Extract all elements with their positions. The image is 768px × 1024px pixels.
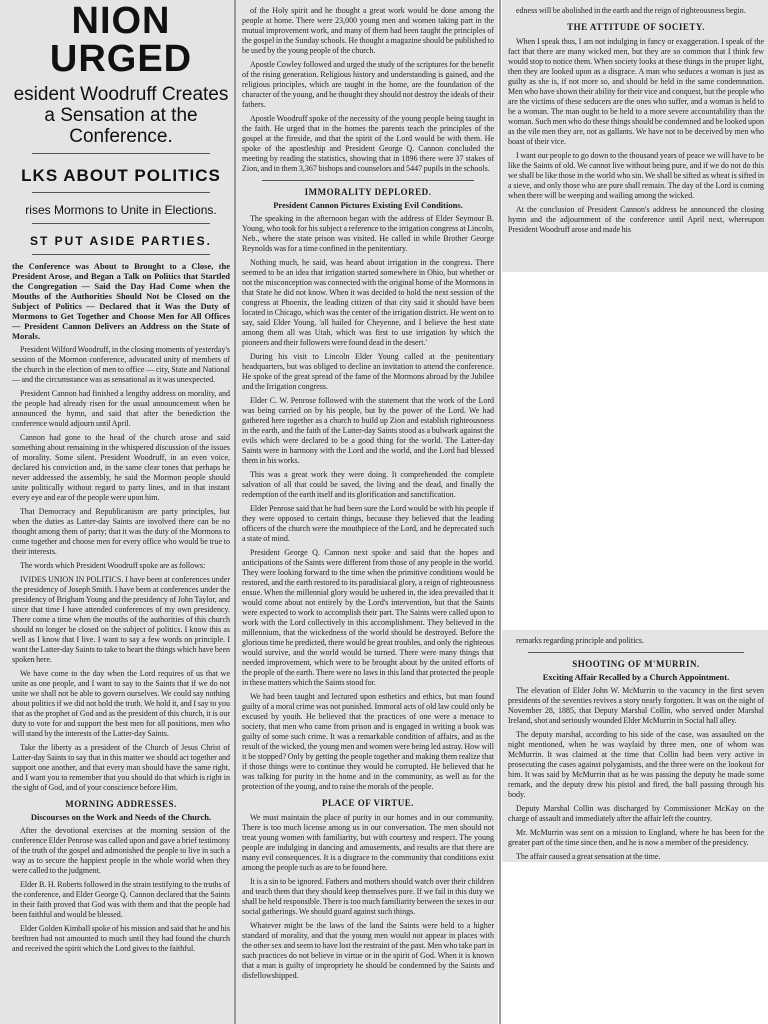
section-subdeck: President Cannon Pictures Existing Evil Conditions. xyxy=(273,200,463,210)
column-3-top xyxy=(502,0,768,272)
paragraph: After the devotional exercises at the morning session of the conference Elder Penrose was called upon and gave a brief testimony of the truth of the gospel and admonished the people to live in such a way as to secure the happiest people in the whole world when they were called to the judgment. xyxy=(12,826,230,875)
kicker-headline: ST PUT ASIDE PARTIES. xyxy=(29,234,212,248)
article-body xyxy=(508,686,764,862)
divider xyxy=(32,192,210,193)
sub-headline: esident Woodruff Creates a Sensation at the Conference. xyxy=(13,84,229,147)
paragraph: We have come to the day when the Lord requires of us that we unite as one people, and I want to say to the Saints that if we do not unite we shall not be able to govern ourselves. We could say nothing about politics if we did not hold the truth. We hold it, and I say to you that as the prophet of God and as the president of this church, it is our duty to vote for and support the best men for all positions, men who will stand by the interests of the Latter-day Saints. xyxy=(12,669,230,738)
sub-section-headline: rises Mormons to Unite in Elections. xyxy=(25,203,217,217)
paragraph: President Wilford Woodruff, in the closing moments of yesterday's session of the Mormon conference, advocated unity of members of the church in the election of men to office — city, State and National — and the circumstance was as sensational as it was unexpected. xyxy=(12,345,230,384)
paragraph: The words which President Woodruff spoke are as follows: xyxy=(20,561,206,570)
section-subdeck: Discourses on the Work and Needs of the Church. xyxy=(30,812,212,822)
paragraph: I want our people to go down to the thousand years of peace we will have to be like the Saints of old. We cannot live without being pure, and if we do not do this we shall be like those in the world who sin. We shall be sifted as wheat is sifted in a sieve, and only those who are pure shall remain. The day of the Lord is coming when there will be weeping and wailing among the wicked. xyxy=(508,151,764,200)
column-2 xyxy=(236,0,498,1024)
article-body xyxy=(12,345,230,793)
article-body xyxy=(508,37,764,235)
divider xyxy=(32,254,210,255)
paragraph: Elder C. W. Penrose followed with the statement that the work of the Lord was being carried on by his people, but by the power of the Lord. We had gathered here together as a church to build up Zion and establish righteousness in the earth, and the faith of the Latter-day Saints stood as a bulwark against the evils which were declared to be a good thing for the world. The Latter-day Saints were in harmony with the Lord and the world, and the Lord had blessed them in his works. xyxy=(242,396,494,465)
section-headline: LKS ABOUT POLITICS xyxy=(21,166,221,185)
paragraph: Mr. McMurrin was sent on a mission to England, where he has been for the greater part of the time since then, and he is now a member of the presidency. xyxy=(508,828,764,847)
paragraph: The deputy marshal, according to his side of the case, was assaulted on the night mentioned, when he was waylaid by three men, one of whom was McMurrin. It was claimed at the time that Collin had been very active in prosecuting the cases against polygamists, and the three were on the lookout for him. It was said by McMurrin that as he was passing the deputy he made some remark, and the deputy drew his pistol and fired, the ball passing through his body. xyxy=(508,730,764,799)
paragraph: Apostle Cowley followed and urged the study of the scriptures for the benefit of the rising generation. Religious history and understanding is gained, and the religious principles, which are taught in the home, are the foundation of the character of the young, and he thought they should not destroy the ideals of their fathers. xyxy=(242,60,494,109)
paragraph: The speaking in the afternoon began with the address of Elder Seymour B. Young, who took for his subject a reference to the irrigation congress at Lincoln, Neb., where the state prison was visited. He called in while Brother George Reynolds was for a time confined in the penitentiary. xyxy=(242,214,494,253)
divider xyxy=(262,180,474,181)
divider xyxy=(528,652,744,653)
article-body xyxy=(242,214,494,792)
paragraph: During his visit to Lincoln Elder Young called at the penitentiary headquarters, but was obliged to decline an invitation to attend the conference. He spoke of the great spread of the fame of the Mormons abroad by the Jubilee and the Irrigation congress. xyxy=(242,352,494,391)
paragraph: Deputy Marshal Collin was discharged by Commissioner McKay on the charge of assault and immediately after the affair left the country. xyxy=(508,804,764,823)
paragraph: remarks regarding principle and politics. xyxy=(516,636,644,645)
paragraph: Elder B. H. Roberts followed in the strain testifying to the truths of the conference, and Elder George Q. Cannon declared that the Saints in their faith proved that God was with them and that the people had been faithful and would be blessed. xyxy=(12,880,230,919)
column-3-bottom xyxy=(502,630,768,862)
paragraph: President George Q. Cannon next spoke and said that the hopes and anticipations of the Saints were different from those of any people in the world. They were looking forward to the time when the primitive conditions would be restored, and the earth restored to its paradisiacal glory, a reign of righteousness ensue. When the millennial glory would be ushered in, the idea prevailed that it would come about not entirely by the Lord's intervention, but that the Saints were expected to work to accomplish their part. The Saints were called upon to work with the Lord collectively in this accomplishment. They believed in the millennium, that the wickedness of the world should be destroyed. Before the glorious time he predicted, there would be great troubles, and only the righteous would survive, and the world would be turned. There were many things that needed improvement, which were to be brought about by the united efforts of the people of the earth. There were no laws in this land that protected the people in these matters which the Saints stood for. xyxy=(242,548,494,687)
paragraph: The affair caused a great sensation at the time. xyxy=(516,852,661,861)
paragraph: We must maintain the place of purity in our homes and in our community. There is too much license among us in our conversation. The men should not treat young women with familiarity, but with courtesy and respect. The young people are indulging in dancing and amusements, and results are that there are many evil consequences. It is a disgrace to the community that conditions exist among the people such as are to be found here. xyxy=(242,813,494,872)
paragraph: Cannon had gone to the head of the church arose and said something about remaining in the whispered discussion of the issues of morality. Some silent. President Woodruff, in an even voice, declared his conviction and, in the same clear tones that perhaps he never addressed the assembly, he said the Mormon people should unite politically without regard to party lines, and in that instant every eye and ear of the people were upon him. xyxy=(12,433,230,502)
article-body xyxy=(12,826,230,954)
paragraph: Elder Penrose said that he had been sure the Lord would be with his people if they were opposed to certain things, because they believed that the leading officers of the church were the mouthpiece of the Lord, and he deprecated such a state of mind. xyxy=(242,504,494,543)
column-1 xyxy=(0,0,234,1024)
paragraph: We had been taught and lectured upon esthetics and ethics, but man found guilty of a moral crime was not punished. Immoral acts of old law could only be excused by youth. He believed that the practices of one were a menace to society, that men who came from prison and is engaged in writing a book was guilty of some such crime. It was a remarkable condition of affairs, and as the result of the wicked, the young men and women were being led astray. How will it be stopped? Only by getting the people together and making them realize that if those things were to continue they would be corrupted. He believed that he was talking for purity in the home and in the community, as well as for the protection of the young, and to raise the morals of the people. xyxy=(242,692,494,791)
paragraph: That Democracy and Republicanism are party principles, but when the duties as Latter-day Saints are involved there can be no thought among them of party; that it was the duty of the Mormons to come together and choose men for every office who would be true to their interests. xyxy=(12,507,230,556)
main-headline: NION URGED xyxy=(49,0,193,80)
divider xyxy=(32,223,210,224)
paragraph: Whatever might be the laws of the land the Saints were held to a higher standard of morality, and that the young men would not appear in places with the other sex and seem to have lost the restraint of the past. Men who take part in such practices do not believe in virtue or in the spirit of God. When it is known that a man is guilty of impropriety he should be condemned by the Saints and disfellowshipped. xyxy=(242,921,494,980)
paragraph: When I speak thus, I am not indulging in fancy or exaggeration. I speak of the fact that there are many wicked men, but they are so common that I think few would stop to notice them. When society looks at these things in the proper light, then they are looked upon as a disgrace. A man who seduces a woman is just as guilty as she is, if not more so, and should be held in the same condemnation. Men who have shown their ability for their vice and conquest, but the people who are the victims of these seducers are the ones who suffer, and a woman is held to be a woman. The man ought to be held to a more severe accountability than the woman. Such men who do these things should be condemned and be looked upon as the vile men they are, not as gallants. We have not to be deceived by men who boast of their vice. xyxy=(508,37,764,146)
paragraph: edness will be abolished in the earth and the reign of righteousness begin. xyxy=(516,6,746,15)
paragraph: Elder Golden Kimball spoke of his mission and said that he and his brethren had not amounted to much until they had found the church and received the spirit which the Lord gives to the faithful. xyxy=(12,924,230,953)
divider xyxy=(32,153,210,154)
article-body xyxy=(242,813,494,981)
paragraph: This was a great work they were doing. It comprehended the complete salvation of all that could be saved, the living and the dead, and finally the redemption of the earth itself and its glorification and sanctification. xyxy=(242,470,494,499)
paragraph: At the conclusion of President Cannon's address he announced the closing hymn and the adjournment of the conference until April next, whereupon President Woodruff arose and made his xyxy=(508,205,764,234)
section-subhead: MORNING ADDRESSES. xyxy=(65,799,177,809)
paragraph: It is a sin to be ignored. Fathers and mothers should watch over their children and teach them that they should keep themselves pure. If we fail in this duty we shall be held responsible. There is too much familiarity between the sexes in our social gatherings. We should guard against such things. xyxy=(242,877,494,916)
article-deck: the Conference was About to Brought to a Close, the President Arose, and Began a Talk on Politics that Startled the Congregation — Said the Day Had Come when the Mouths of the Authorities Should Not be Closed on the Subject of Politics — Declared that it Was the Duty of Mormons to Get Together and Choose Men for All Offices — President Cannon Delivers an Address on the State of Morals. xyxy=(12,261,230,341)
section-subhead: PLACE OF VIRTUE. xyxy=(322,798,414,808)
article-body xyxy=(242,6,494,174)
section-subdeck: Exciting Affair Recalled by a Church Appointment. xyxy=(542,672,730,682)
paragraph: IVIDES UNION IN POLITICS. I have been at conferences under the presidency of Joseph Smith. I have been at conferences under the presidency of Brigham Young and the presidency of John Taylor, and since that time I have attended conferences of my own presidency. There come a time when the mouths of the authorities of this church should no longer be closed on the subject of politics. I know this as well as I know that I live. I want to say a few words on principle. I want the Latter-day Saints to take to heart the things which have been spoken here. xyxy=(12,575,230,664)
paragraph: President Cannon had finished a lengthy address on morality, and the people had already risen for the usual announcement when he announced the hymn, and said that after the benediction the conference would adjourn until April. xyxy=(12,389,230,428)
paragraph: Apostle Woodruff spoke of the necessity of the young people being taught in the faith. He urged that in the homes the parents teach the principles of the gospel at the fireside, and that the spirit of the Lord would be with them. He spoke of the apostleship and President George Q. Cannon concluded the meeting by reading the statistics, showing that in 1896 there were 37 stakes of Zion, and in them 3,367 bishops and counselors and 5447 pupils in the schools. xyxy=(242,114,494,173)
paragraph: Nothing much, he said, was heard about irrigation in the congress. There seemed to be an idea that irrigation started somewhere in Ohio, but whether or not the misconception was connected with the original home of the Mormons in that State he did not know. When it was decided to hold the next session of the congress at Phoenix, the leading citizen of that city said it should have been located in Chicago, which was the center of the irrigation district. He went on to say, said Elder Young, 'all hailed for Cheyenne, and I believe the best state among them all was Utah, which was first to use irrigation by which the pioneers and their followers were found dead in the desert.' xyxy=(242,258,494,347)
paragraph: The elevation of Elder John W. McMurrin to the vacancy in the first seven presidents of the seventies revives a story nearly forgotten. It was on the night of November 28, 1885, that Deputy Marshal Collin, who served under Marshal Ireland, shot and seriously wounded Elder McMurrin in Social hall alley. xyxy=(508,686,764,725)
section-subhead: SHOOTING OF M'MURRIN. xyxy=(572,659,700,669)
column-rule xyxy=(499,0,501,1024)
paragraph: of the Holy spirit and he thought a great work would be done among the people at home. There were 23,000 young men and women taking part in the mutual improvement work, and many of them had been taught the principles of the gospel in the Sunday schools. He thought a magazine should be published to be used by the young people of the church. xyxy=(242,6,494,55)
section-subhead: IMMORALITY DEPLORED. xyxy=(304,187,432,197)
section-subhead: THE ATTITUDE OF SOCIETY. xyxy=(567,22,705,32)
paragraph: Take the liberty as a president of the Church of Jesus Christ of Latter-day Saints to say that in this matter we should act together and support one another, and that every man should have the same right, and I want you to remember that you should do that which is right in the sight of God, and of your conscience before Him. xyxy=(12,743,230,792)
